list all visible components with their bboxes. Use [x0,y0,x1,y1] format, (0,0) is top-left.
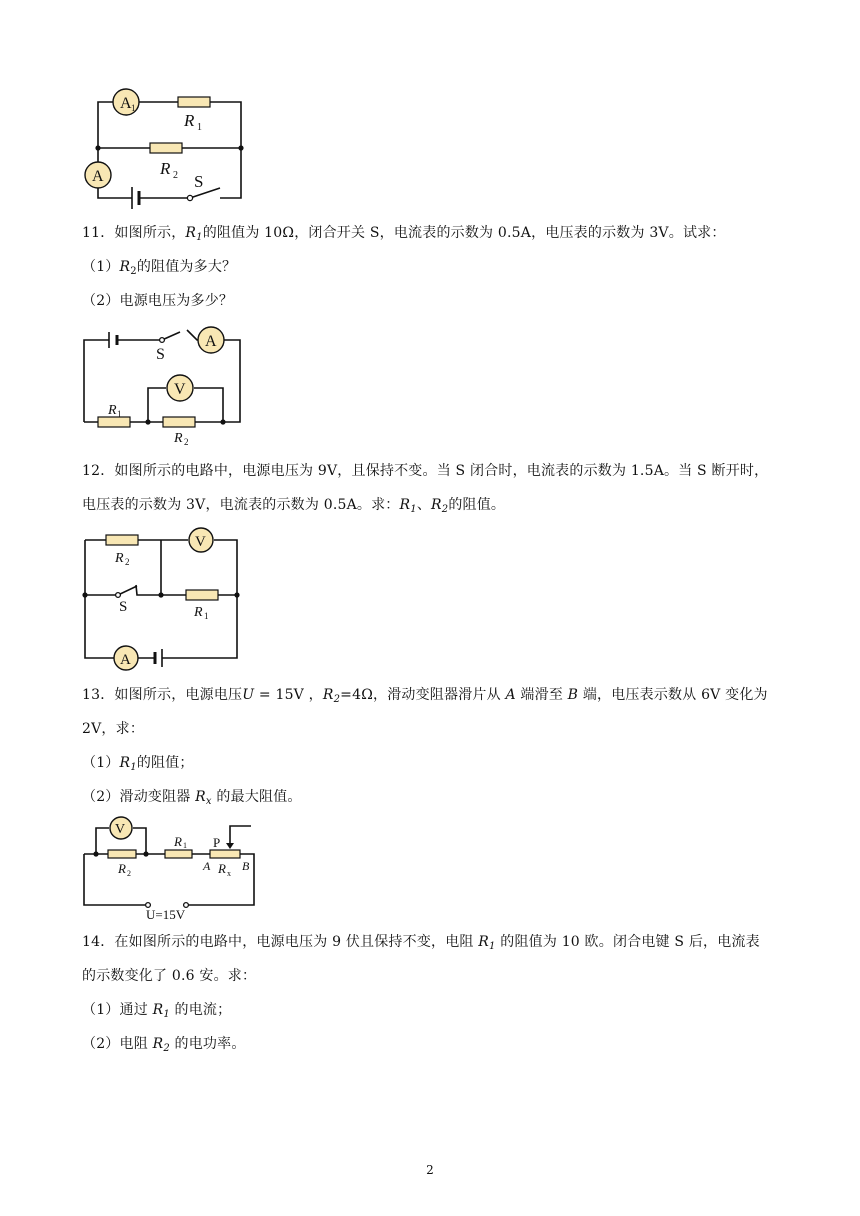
r2-sub: 2 [125,557,130,567]
resistor-r1 [98,417,130,427]
r2-sub: 2 [127,869,131,878]
q14-stem-line2: 的示数变化了 0.6 安。求： [82,968,257,984]
voltage-label: U=15V [146,907,186,922]
circuit-diagram-q13 [82,816,257,926]
q12-stem-line1: 12．如图所示的电路中，电源电压为 9V，且保持不变。当 S 闭合时，电流表的示数为 1.5A。当 S 断开时， [82,463,769,479]
resistor-r1 [165,850,192,858]
resistor-r2 [163,417,195,427]
q13-stem-line2: 2V，求： [82,721,145,737]
r2-label: R [174,431,183,446]
rx-label: R [218,861,226,876]
resistor-r1 [178,97,210,107]
r2-label: R [115,551,124,566]
q13-stem-line1: 13．如图所示，电源电压U = 15V ，$R_2=4\Omega$，滑动变阻器滑片从 A 端滑至 B 端，电压表示数从 6V 变化为 [82,687,768,705]
r2-sub: 2 [173,170,178,181]
r1-label: R [184,111,195,130]
q13-part2: （2）滑动变阻器 $R_x$ 的最大阻值。 [82,789,302,807]
r2-label: R [118,861,126,876]
switch-label: S [156,346,165,363]
switch-label: S [119,599,128,615]
ammeter-label: A [120,652,131,668]
r1-label: R [108,403,117,418]
q14-part1: （1）通过 $R_1$ 的电流； [82,1002,232,1020]
q13-part1: $(1)R_1$的阻值； [82,755,194,773]
voltmeter-label: V [195,534,206,550]
circuit-diagram-q10 [80,86,250,214]
voltmeter-label: V [115,822,126,837]
resistor-r2 [150,143,182,153]
r1-sub: 1 [204,611,209,621]
resistor-r2 [108,850,136,858]
voltmeter-label: V [174,381,186,398]
ammeter-main-label: A [92,168,104,185]
switch-label: S [194,172,204,191]
resistor-r2 [106,535,138,545]
slider-p-label: P [213,835,221,850]
r1-sub: 1 [197,122,202,133]
page-number: 2 [426,1163,434,1177]
q12-stem-line2: 电压表的示数为 3V，电流表的示数为 0.5A。求：$R_1$、$R_2$的阻值。 [82,497,506,515]
rx-sub: x [227,869,231,878]
r1-sub: 1 [117,409,122,419]
circuit-diagram-q11 [82,324,247,449]
r2-sub: 2 [184,437,189,447]
end-a-label: A [203,859,211,873]
r1-sub: 1 [183,841,187,850]
end-b-label: B [242,859,250,873]
r1-label: R [174,834,182,849]
q11-part1: $(1)R_2$的阻值为多大？ [82,259,237,277]
q11-stem: 11．如图所示，$R_1$的阻值为 10Ω，闭合开关 S，电流表的示数为 0.5A，电压表的示数为 3V。试求： [82,225,726,243]
ammeter-a1-sub: 1 [131,103,136,113]
ammeter-label: A [205,333,217,350]
q14-part2: （2）电阻 $R_2$ 的电功率。 [82,1036,246,1054]
r2-label: R [160,159,171,178]
ammeter-a1-label: A [120,95,132,112]
circuit-diagram-q12 [82,528,242,668]
rheostat-rx [210,850,240,858]
resistor-r1 [186,590,218,600]
r1-label: R [194,605,203,620]
q14-stem-line1: 14．在如图所示的电路中，电源电压为 9 伏且保持不变，电阻 $R_1$ 的阻值为 10 欧。闭合电键 S 后，电流表 [82,934,760,952]
q11-part2: （2）电源电压为多少？ [82,293,234,309]
